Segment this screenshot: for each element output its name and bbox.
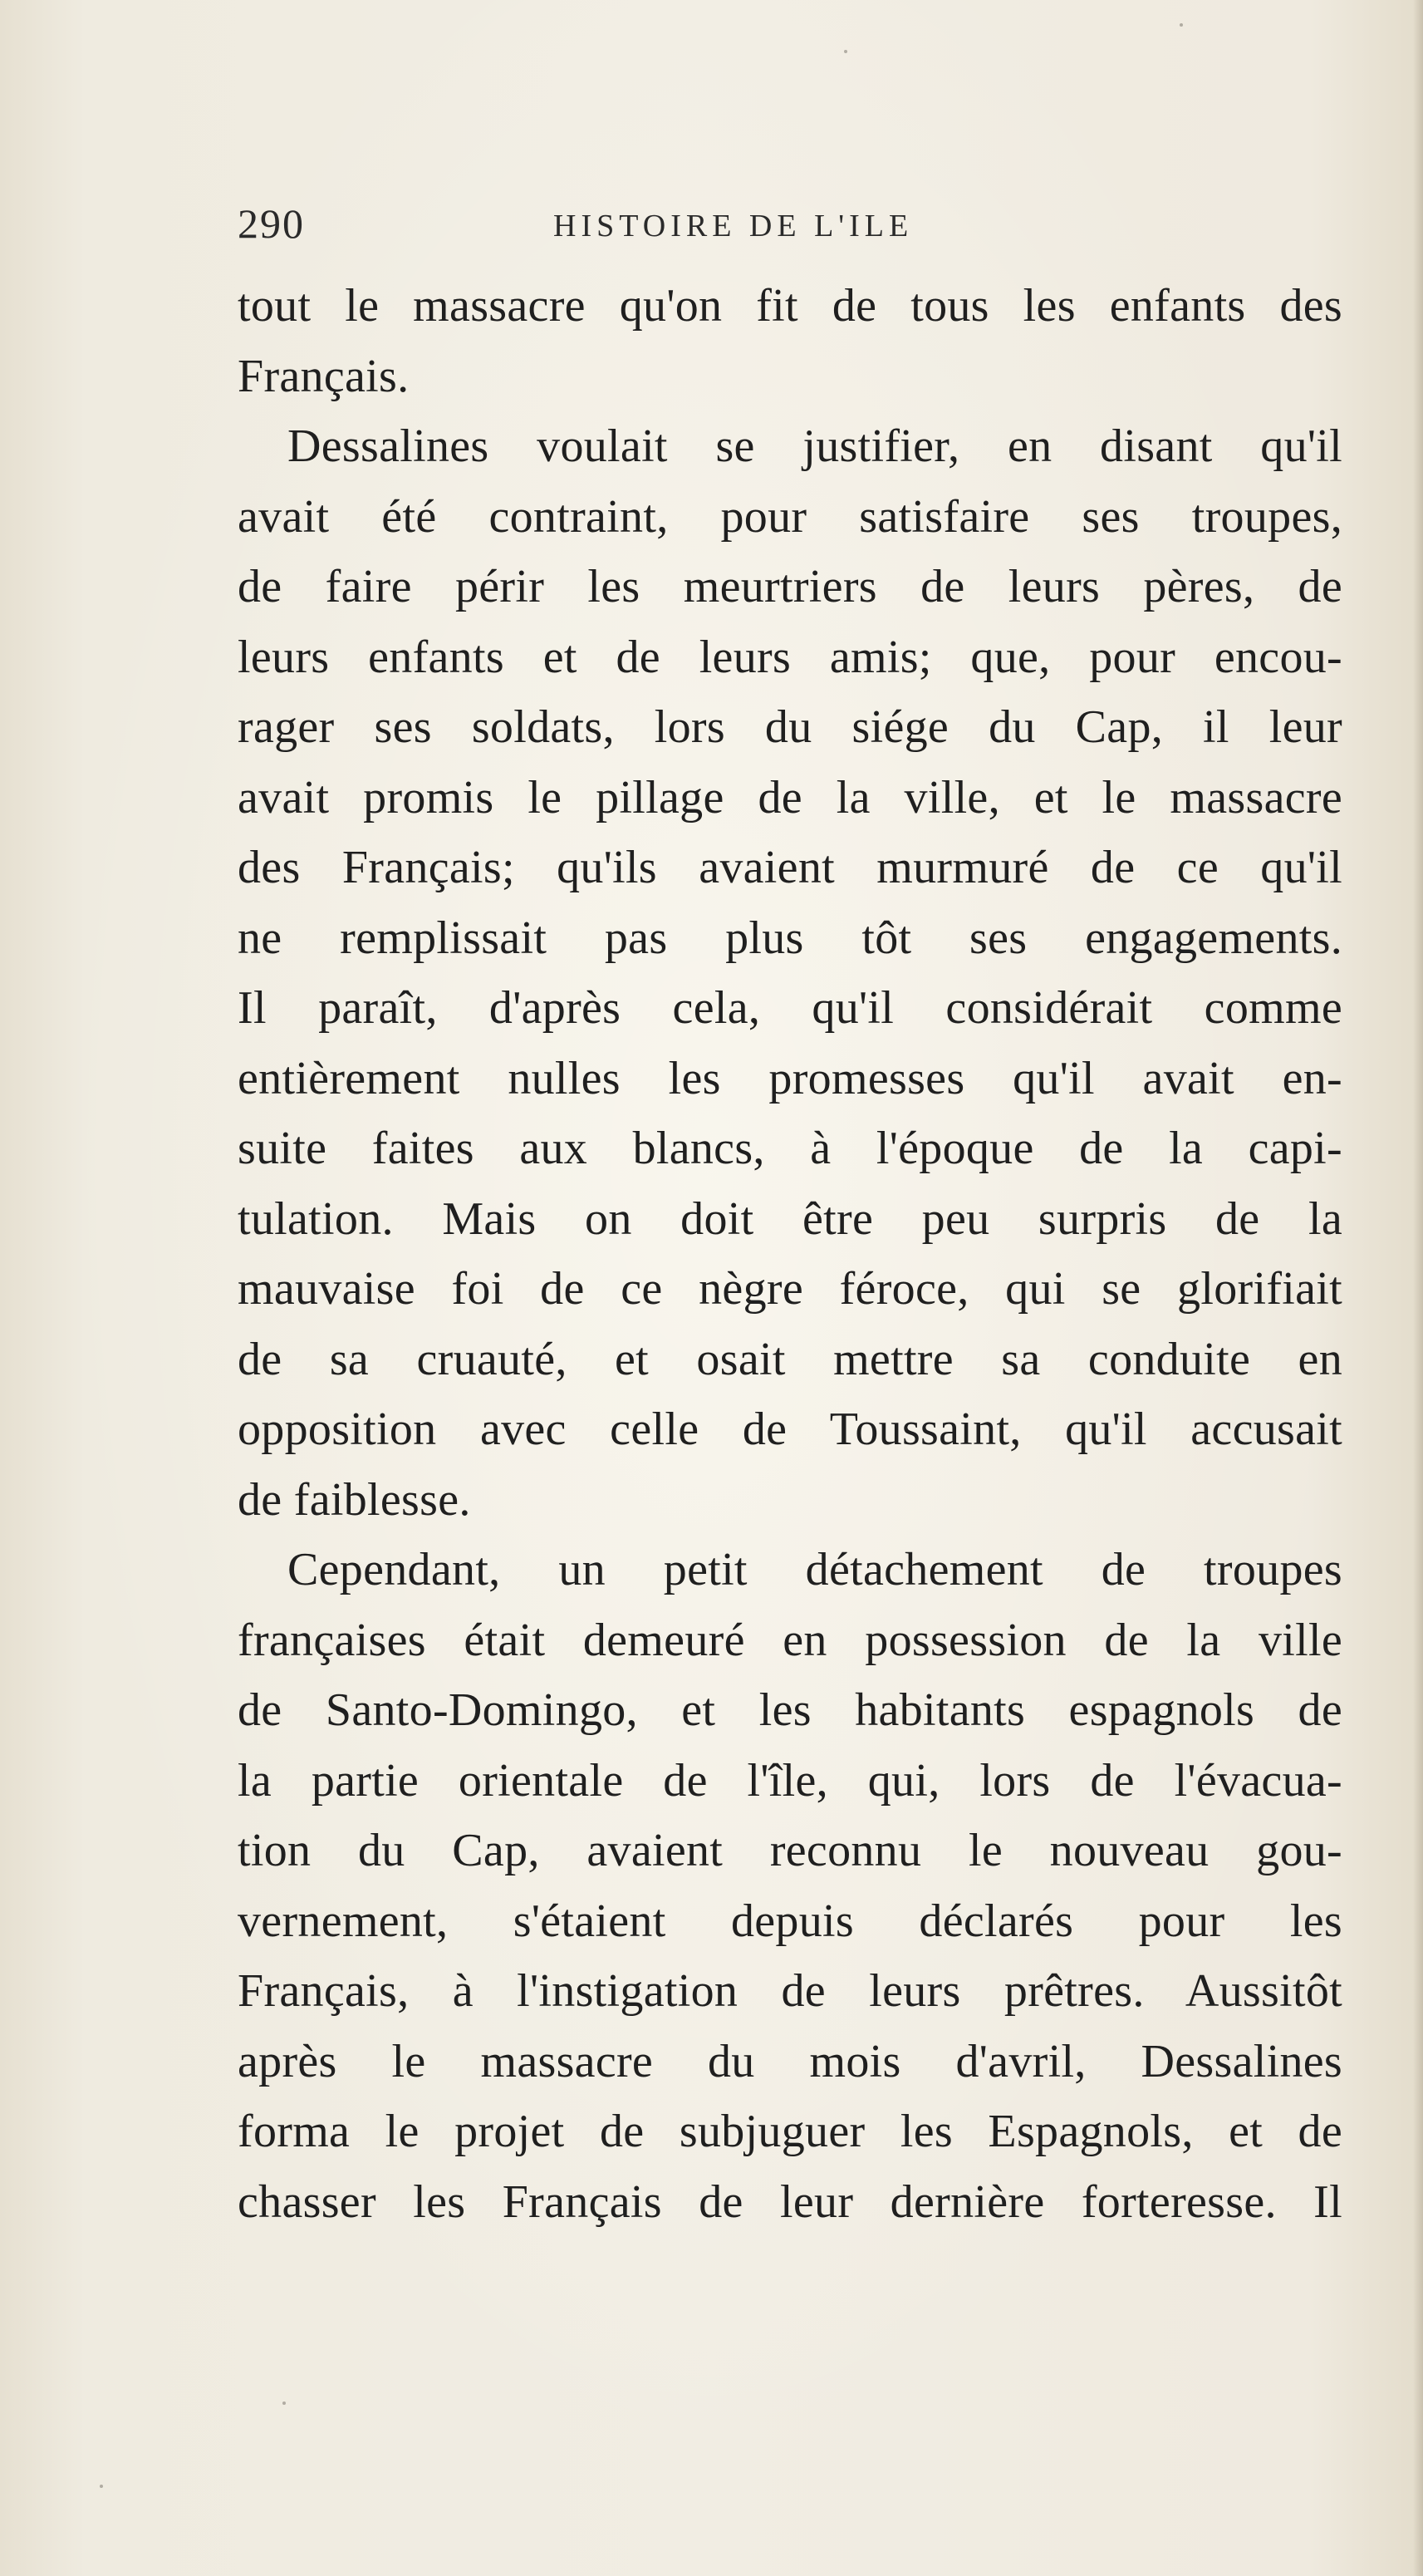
text-line: avait promis le pillage de la ville, et le massacre (238, 771, 1342, 823)
text-line: françaises était demeuré en possession de la ville (238, 1614, 1342, 1666)
text-line: Cependant, un petit détachement de troupes (287, 1544, 1342, 1595)
text-line: tout le massacre qu'on fit de tous les enfants des (238, 280, 1342, 332)
text-line: la partie orientale de l'île, qui, lors de l'évacua- (238, 1754, 1342, 1807)
text-line: tion du Cap, avaient reconnu le nouveau gou- (238, 1825, 1342, 1876)
page-header (238, 199, 1342, 266)
text-line: Il paraît, d'après cela, qu'il considérait comme (238, 982, 1342, 1034)
text-line: forma le projet de subjuguer les Espagnols, et de (238, 2106, 1342, 2157)
paper-speck (1180, 23, 1183, 27)
text-line: ne remplissait pas plus tôt ses engagements. (238, 912, 1342, 964)
text-line: Français. (238, 350, 410, 402)
text-line: chasser les Français de leur dernière forteresse. Il (238, 2175, 1342, 2228)
text-line: Dessalines voulait se justifier, en disant qu'il (287, 420, 1342, 472)
text-line: Français, à l'instigation de leurs prêtres. Aussitôt (238, 1965, 1342, 2017)
paper-speck (844, 50, 847, 53)
paper-speck (282, 2401, 286, 2405)
text-line: de faiblesse. (238, 1473, 471, 1526)
page-number: 290 (238, 200, 305, 247)
text-line: opposition avec celle de Toussaint, qu'il accusait (238, 1404, 1342, 1455)
text-line: mauvaise foi de ce nègre féroce, qui se glorifiait (238, 1263, 1342, 1315)
text-line: de faire périr les meurtriers de leurs pères, de (238, 561, 1342, 612)
page-edge-shadow (1413, 0, 1423, 2576)
running-head: HISTOIRE DE L'ILE (553, 209, 914, 243)
paper-speck (100, 2485, 103, 2488)
text-line: après le massacre du mois d'avril, Dessalines (238, 2035, 1342, 2087)
body-text (238, 271, 1342, 2237)
text-line: des Français; qu'ils avaient murmuré de ce qu'il (238, 842, 1342, 893)
text-line: rager ses soldats, lors du siége du Cap, il leur (238, 701, 1342, 753)
text-line: de Santo-Domingo, et les habitants espagnols de (238, 1684, 1342, 1736)
text-line: suite faites aux blancs, à l'époque de la capi- (238, 1123, 1342, 1174)
text-line: avait été contraint, pour satisfaire ses troupes, (238, 490, 1342, 543)
text-line: vernement, s'étaient depuis déclarés pour les (238, 1895, 1342, 1947)
text-line: tulation. Mais on doit être peu surpris de la (238, 1192, 1342, 1245)
text-line: de sa cruauté, et osait mettre sa conduite en (238, 1333, 1342, 1385)
text-line: leurs enfants et de leurs amis; que, pour encou- (238, 631, 1342, 683)
text-line: entièrement nulles les promesses qu'il avait en- (238, 1052, 1342, 1104)
